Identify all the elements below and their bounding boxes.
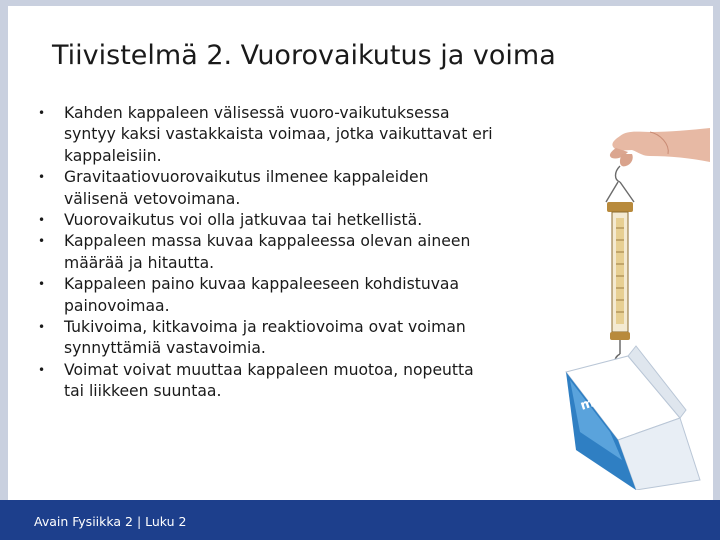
bullet-dot-icon: •	[38, 362, 46, 377]
bullet-text: Kappaleen massa kuvaa kappaleessa olevan aineen määrää ja hitautta.	[64, 232, 471, 272]
bullet-item	[38, 274, 498, 317]
spring-scale-illustration	[510, 110, 710, 490]
hand-image	[610, 128, 710, 166]
bullet-dot-icon: •	[38, 213, 46, 228]
bullet-dot-icon: •	[38, 234, 46, 249]
bullet-item	[38, 210, 498, 231]
spring-scale	[607, 202, 633, 366]
scale-hook	[606, 166, 634, 202]
slide-title: Tiivistelmä 2. Vuorovaikutus ja voima	[52, 40, 556, 71]
bullet-list	[38, 103, 498, 403]
footer-bar	[0, 500, 720, 540]
bullet-text: Tukivoima, kitkavoima ja reaktiovoima ovat voiman synnyttämiä vastavoimia.	[64, 318, 466, 358]
bullet-item	[38, 360, 498, 403]
bullet-dot-icon: •	[38, 277, 46, 292]
bullet-text: Kahden kappaleen välisessä vuoro-vaikutuksessa syntyy kaksi vastakkaista voimaa, jotka vaikuttavat eri kappaleisiin.	[64, 104, 493, 165]
bullet-item	[38, 231, 498, 274]
footer-text: Avain Fysiikka 2 | Luku 2	[34, 514, 187, 529]
bullet-text: Vuorovaikutus voi olla jatkuvaa tai hetkellistä.	[64, 211, 423, 230]
bullet-text: Gravitaatiovuorovaikutus ilmenee kappaleiden välisenä vetovoimana.	[64, 168, 429, 208]
bullet-dot-icon: •	[38, 106, 46, 120]
carton-label: maito	[578, 386, 624, 414]
bullet-item	[38, 103, 498, 167]
bullet-dot-icon: •	[38, 170, 46, 185]
milk-carton	[566, 346, 700, 490]
bullet-item	[38, 167, 498, 210]
bullet-dot-icon: •	[38, 320, 46, 335]
bullet-text: Voimat voivat muuttaa kappaleen muotoa, nopeutta tai liikkeen suuntaa.	[64, 360, 474, 401]
bullet-text: Kappaleen paino kuvaa kappaleeseen kohdistuvaa painovoimaa.	[64, 275, 460, 315]
bullet-item	[38, 317, 498, 360]
